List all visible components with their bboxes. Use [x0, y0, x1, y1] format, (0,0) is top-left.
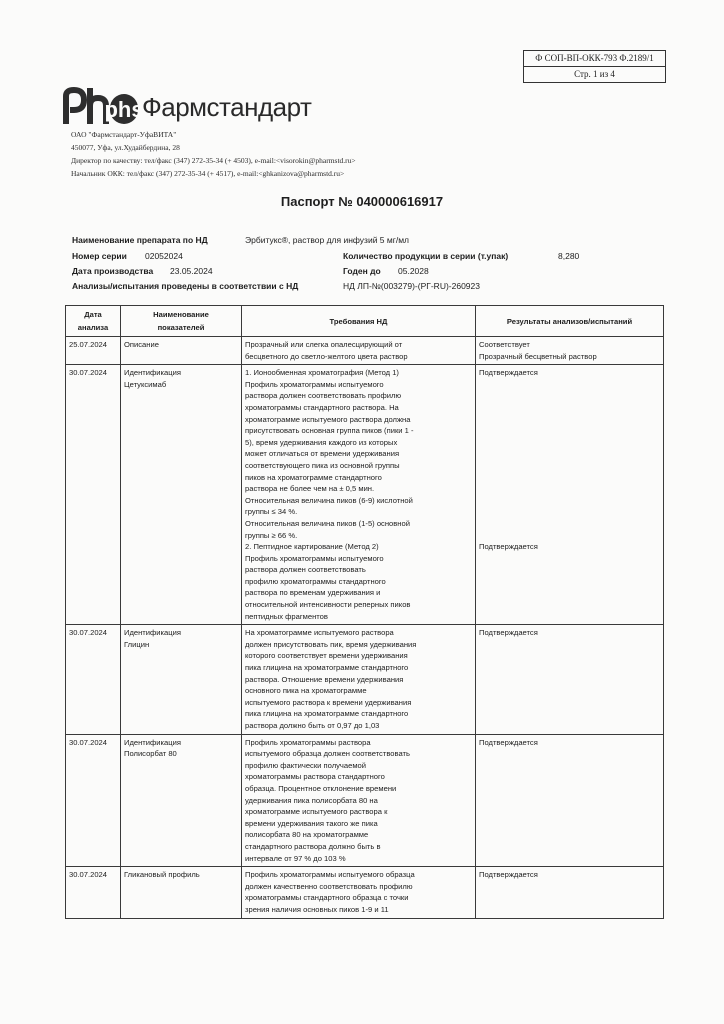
row-date: 25.07.2024 [66, 337, 121, 365]
row-indicator: Идентификация Полисорбат 80 [121, 734, 242, 867]
company-logo-mark [62, 86, 140, 126]
row-date: 30.07.2024 [66, 867, 121, 918]
table-row [66, 734, 664, 867]
table-header-row [66, 306, 664, 337]
table-row [66, 337, 664, 365]
row-result-cell [476, 365, 664, 625]
drug-name-label: Наименование препарата по НД [72, 235, 208, 245]
series-value: 02052024 [145, 251, 183, 261]
org-line-name: ОАО "Фармстандарт-УфаВИТА" [71, 130, 177, 139]
org-line-quality-director: Директор по качеству: тел/факс (347) 272-35-34 (+ 4503), e-mail:<visorokin@pharmstd.ru> [71, 156, 356, 165]
nd-value: НД ЛП-№(003279)-(РГ-RU)-260923 [343, 281, 480, 291]
nd-label: Анализы/испытания проведены в соответствии с НД [72, 281, 299, 291]
org-line-qc-head: Начальник ОКК: тел/факс (347) 272-35-34 (+ 4517), e-mail:<ghkanizova@pharmstd.ru> [71, 169, 345, 178]
row-requirement: 1. Ионообменная хроматография (Метод 1) Профиль хроматограммы испытуемого раствора должен соответствовать профилю хроматограммы стандартного раствора. На хроматограмме испытуемого раствора должна присутствовать основная группа пиков (пики 1 - 5), время удерживания каждого из которых может отличаться от времени удерживания соответствующего пика из основной группы пиков на хроматограмме стандартного раствора не более чем на ± 0,5 мин. Относительная величина пиков (6-9) кислотной группы ≤ 34 %. Относительная величина пиков (1-5) основной группы ≥ 66 %. [245, 368, 414, 540]
row-result: Подтверждается [476, 625, 664, 734]
header-date: Дата анализа [66, 306, 121, 337]
passport-title: Паспорт № 040000616917 [280, 194, 444, 209]
row-indicator: Гликановый профиль [121, 867, 242, 918]
quantity-label: Количество продукции в серии (т.упак) [343, 251, 509, 261]
row-date: 30.07.2024 [66, 625, 121, 734]
row-indicator: Описание [121, 337, 242, 365]
row-indicator: Идентификация Цетуксимаб [121, 365, 242, 625]
row-result: Соответствует Прозрачный бесцветный раствор [476, 337, 664, 365]
row-date: 30.07.2024 [66, 734, 121, 867]
table-row [66, 625, 664, 734]
expiry-value: 05.2028 [398, 266, 429, 276]
row-requirement: Профиль хроматограммы испытуемого образца должен качественно соответствовать профилю хроматограммы стандартного образца с точки зрения наличия основных пиков 1-9 и 11 [242, 867, 476, 918]
quantity-value: 8,280 [558, 251, 580, 261]
expiry-label: Годен до [343, 266, 381, 276]
row-date: 30.07.2024 [66, 365, 121, 625]
logo-lettering: phs [104, 97, 140, 122]
table-row [66, 365, 664, 625]
table-row [66, 867, 664, 918]
row-requirement-method-2: 2. Пептидное картирование (Метод 2) Профиль хроматограммы испытуемого раствора должен соответствовать профилю хроматограммы стандартного раствора по временам удерживания и относительной интенсивности реперных пиков пептидных фрагментов [245, 542, 411, 621]
header-indicator: Наименование показателей [121, 306, 242, 337]
header-requirements: Требования НД [242, 306, 476, 337]
production-date-value: 23.05.2024 [170, 266, 213, 276]
page-number: Стр. 1 из 4 [524, 66, 665, 82]
header-results: Результаты анализов/испытаний [476, 306, 664, 337]
row-result: Подтверждается [476, 734, 664, 867]
company-name: Фармстандарт [142, 92, 312, 122]
row-requirement-cell [242, 365, 476, 625]
production-date-label: Дата производства [72, 266, 154, 276]
row-result: Подтверждается [479, 368, 538, 378]
row-result-method-2: Подтверждается [479, 541, 538, 551]
row-requirement: Прозрачный или слегка опалесцирующий от бесцветного до светло-желтого цвета раствор [242, 337, 476, 365]
document-code-box [523, 50, 666, 83]
form-code: Ф СОП-ВП-ОКК-793 Ф.2189/1 [535, 53, 654, 63]
drug-name-value: Эрбитукс®, раствор для инфузий 5 мг/мл [245, 235, 410, 245]
row-requirement: На хроматограмме испытуемого раствора должен присутствовать пик, время удерживания которого соответствует времени удерживания пика глицина на хроматограмме стандартного раствора. Отношение времени удерживания основного пика на хроматограмме испытуемого раствора к времени удерживания пика глицина на хроматограмме стандартного раствора должно быть от 0,97 до 1,03 [242, 625, 476, 734]
series-label: Номер серии [72, 251, 127, 261]
org-line-address: 450077, Уфа, ул.Худайбердина, 28 [71, 143, 180, 152]
row-indicator: Идентификация Глицин [121, 625, 242, 734]
row-requirement: Профиль хроматограммы раствора испытуемого образца должен соответствовать профилю фактически получаемой хроматограммы раствора стандартного образца. Процентное отклонение времени удерживания пика полисорбата 80 на хроматограмме испытуемого раствора к времени удерживания такого же пика полисорбата 80 на хроматограмме стандартного раствора должно быть в интервале от 97 % до 103 % [242, 734, 476, 867]
results-table [65, 305, 664, 919]
row-result: Подтверждается [476, 867, 664, 918]
